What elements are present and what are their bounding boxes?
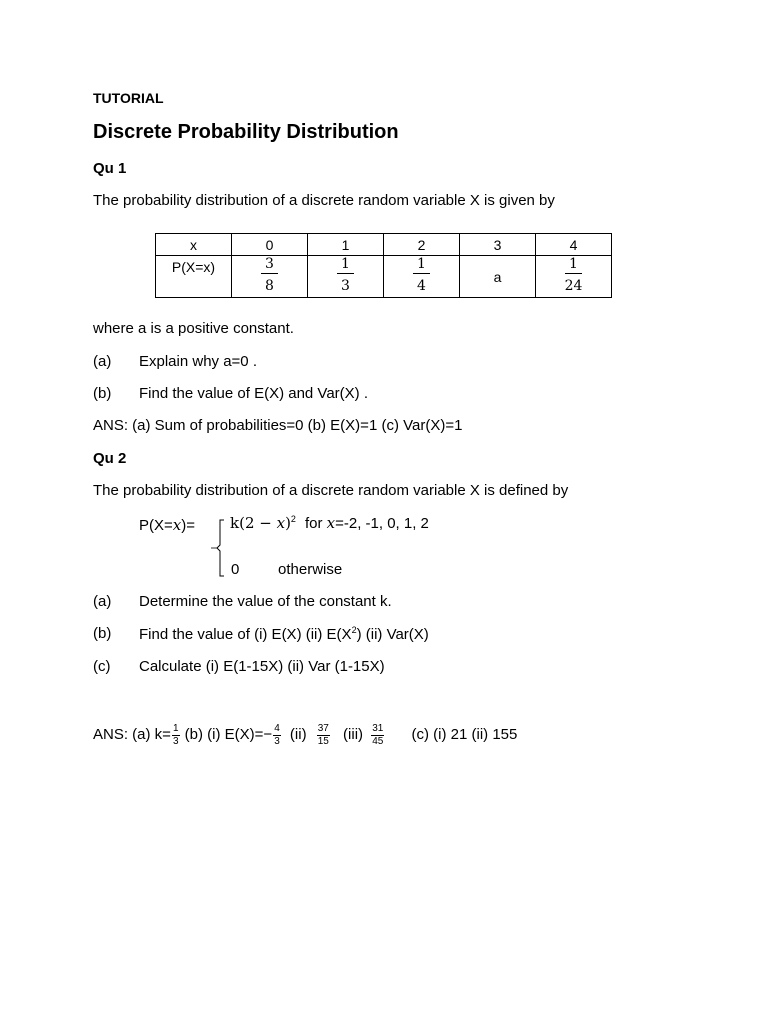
part-label: (a) (93, 593, 112, 610)
pmf-case-2-text: otherwise (278, 561, 343, 578)
table-cell-x: 4 (536, 234, 612, 256)
fraction (337, 256, 354, 293)
pmf-case-1-close: ) (285, 514, 291, 532)
part-text: Calculate (i) E(1-15X) (ii) Var (1-15X) (139, 658, 385, 675)
fraction (565, 256, 583, 293)
numerator: 4 (274, 722, 280, 734)
table-cell-x: 1 (308, 234, 384, 256)
pmf-exponent: 2 (290, 514, 296, 524)
answer-a: ANS: (a) k= (93, 726, 171, 743)
numerator: 3 (261, 256, 278, 274)
numerator: 1 (413, 256, 430, 274)
denominator: 3 (172, 735, 179, 747)
table-cell-p (384, 256, 460, 298)
tutorial-label: TUTORIAL (93, 90, 164, 106)
part-label: (a) (93, 353, 112, 370)
pmf-case-1-var-2: x (326, 514, 336, 532)
pmf-case-1-var: x (276, 514, 286, 532)
pmf-case-1 (230, 514, 429, 532)
probability-table (155, 233, 612, 298)
numerator: 1 (172, 722, 179, 734)
part-text: Explain why a=0 . (139, 353, 257, 370)
denominator: 24 (564, 278, 583, 294)
pmf-lhs (139, 516, 195, 534)
answer-ii: (ii) (289, 726, 307, 743)
part-label: (b) (93, 385, 112, 402)
case-brace-icon (208, 517, 228, 579)
question-2-heading: Qu 2 (93, 450, 127, 467)
pmf-case-2-value: 0 (231, 561, 240, 578)
denominator: 3 (274, 735, 280, 747)
part-text-b: ) (ii) Var(X) (356, 626, 429, 643)
fraction-ex2 (317, 724, 330, 747)
denominator: 4 (417, 278, 426, 294)
pmf-lhs-var: x (172, 516, 182, 534)
question-1-intro: The probability distribution of a discrete random variable X is given by (93, 192, 555, 209)
table-header-p: P(X=x) (156, 256, 232, 298)
denominator: 45 (372, 735, 384, 747)
superscript: 2 (351, 625, 357, 635)
pmf-case-1-values: =-2, -1, 0, 1, 2 (335, 515, 429, 532)
constant-a: a (493, 268, 502, 285)
answer-b: (b) (i) E(X)=− (184, 726, 273, 743)
table-cell-p (308, 256, 384, 298)
numerator: 31 (372, 722, 384, 734)
denominator: 3 (341, 278, 350, 294)
fraction-ex (273, 724, 281, 747)
table-header-x: x (156, 234, 232, 256)
numerator: 1 (337, 256, 354, 274)
part-label: (c) (93, 658, 111, 675)
part-text: Find the value of E(X) and Var(X) . (139, 385, 368, 402)
fraction (413, 256, 430, 293)
question-1-where: where a is a positive constant. (93, 320, 294, 337)
denominator: 15 (317, 735, 329, 747)
answer-c: (c) (i) 21 (ii) 155 (411, 726, 518, 743)
page-title: Discrete Probability Distribution (93, 121, 399, 143)
part-text-a: Find the value of (i) E(X) (ii) E(X (139, 626, 352, 643)
table-cell-p (536, 256, 612, 298)
denominator: 8 (265, 278, 274, 294)
question-1-heading: Qu 1 (93, 160, 127, 177)
question-2-intro: The probability distribution of a discrete random variable X is defined by (93, 482, 569, 499)
part-text (139, 625, 429, 643)
pmf-case-1-k: k(2 − (230, 514, 277, 532)
table-cell-x: 0 (232, 234, 308, 256)
pmf-lhs-a: P(X= (139, 517, 173, 534)
pmf-lhs-b: )= (181, 517, 195, 534)
fraction-k (172, 724, 180, 747)
numerator: 1 (565, 256, 583, 274)
table-cell-x: 3 (460, 234, 536, 256)
numerator: 37 (317, 722, 329, 734)
part-label: (b) (93, 625, 112, 642)
table-cell-x: 2 (384, 234, 460, 256)
table-cell-p (460, 256, 536, 298)
question-2-answer (93, 720, 517, 750)
part-text: Determine the value of the constant k. (139, 593, 392, 610)
table-cell-p (232, 256, 308, 298)
fraction (261, 256, 278, 293)
answer-iii: (iii) (343, 726, 364, 743)
pmf-case-1-for: for (304, 515, 327, 532)
fraction-var (371, 724, 384, 747)
question-1-answer: ANS: (a) Sum of probabilities=0 (b) E(X)=1 (c) Var(X)=1 (93, 417, 463, 434)
